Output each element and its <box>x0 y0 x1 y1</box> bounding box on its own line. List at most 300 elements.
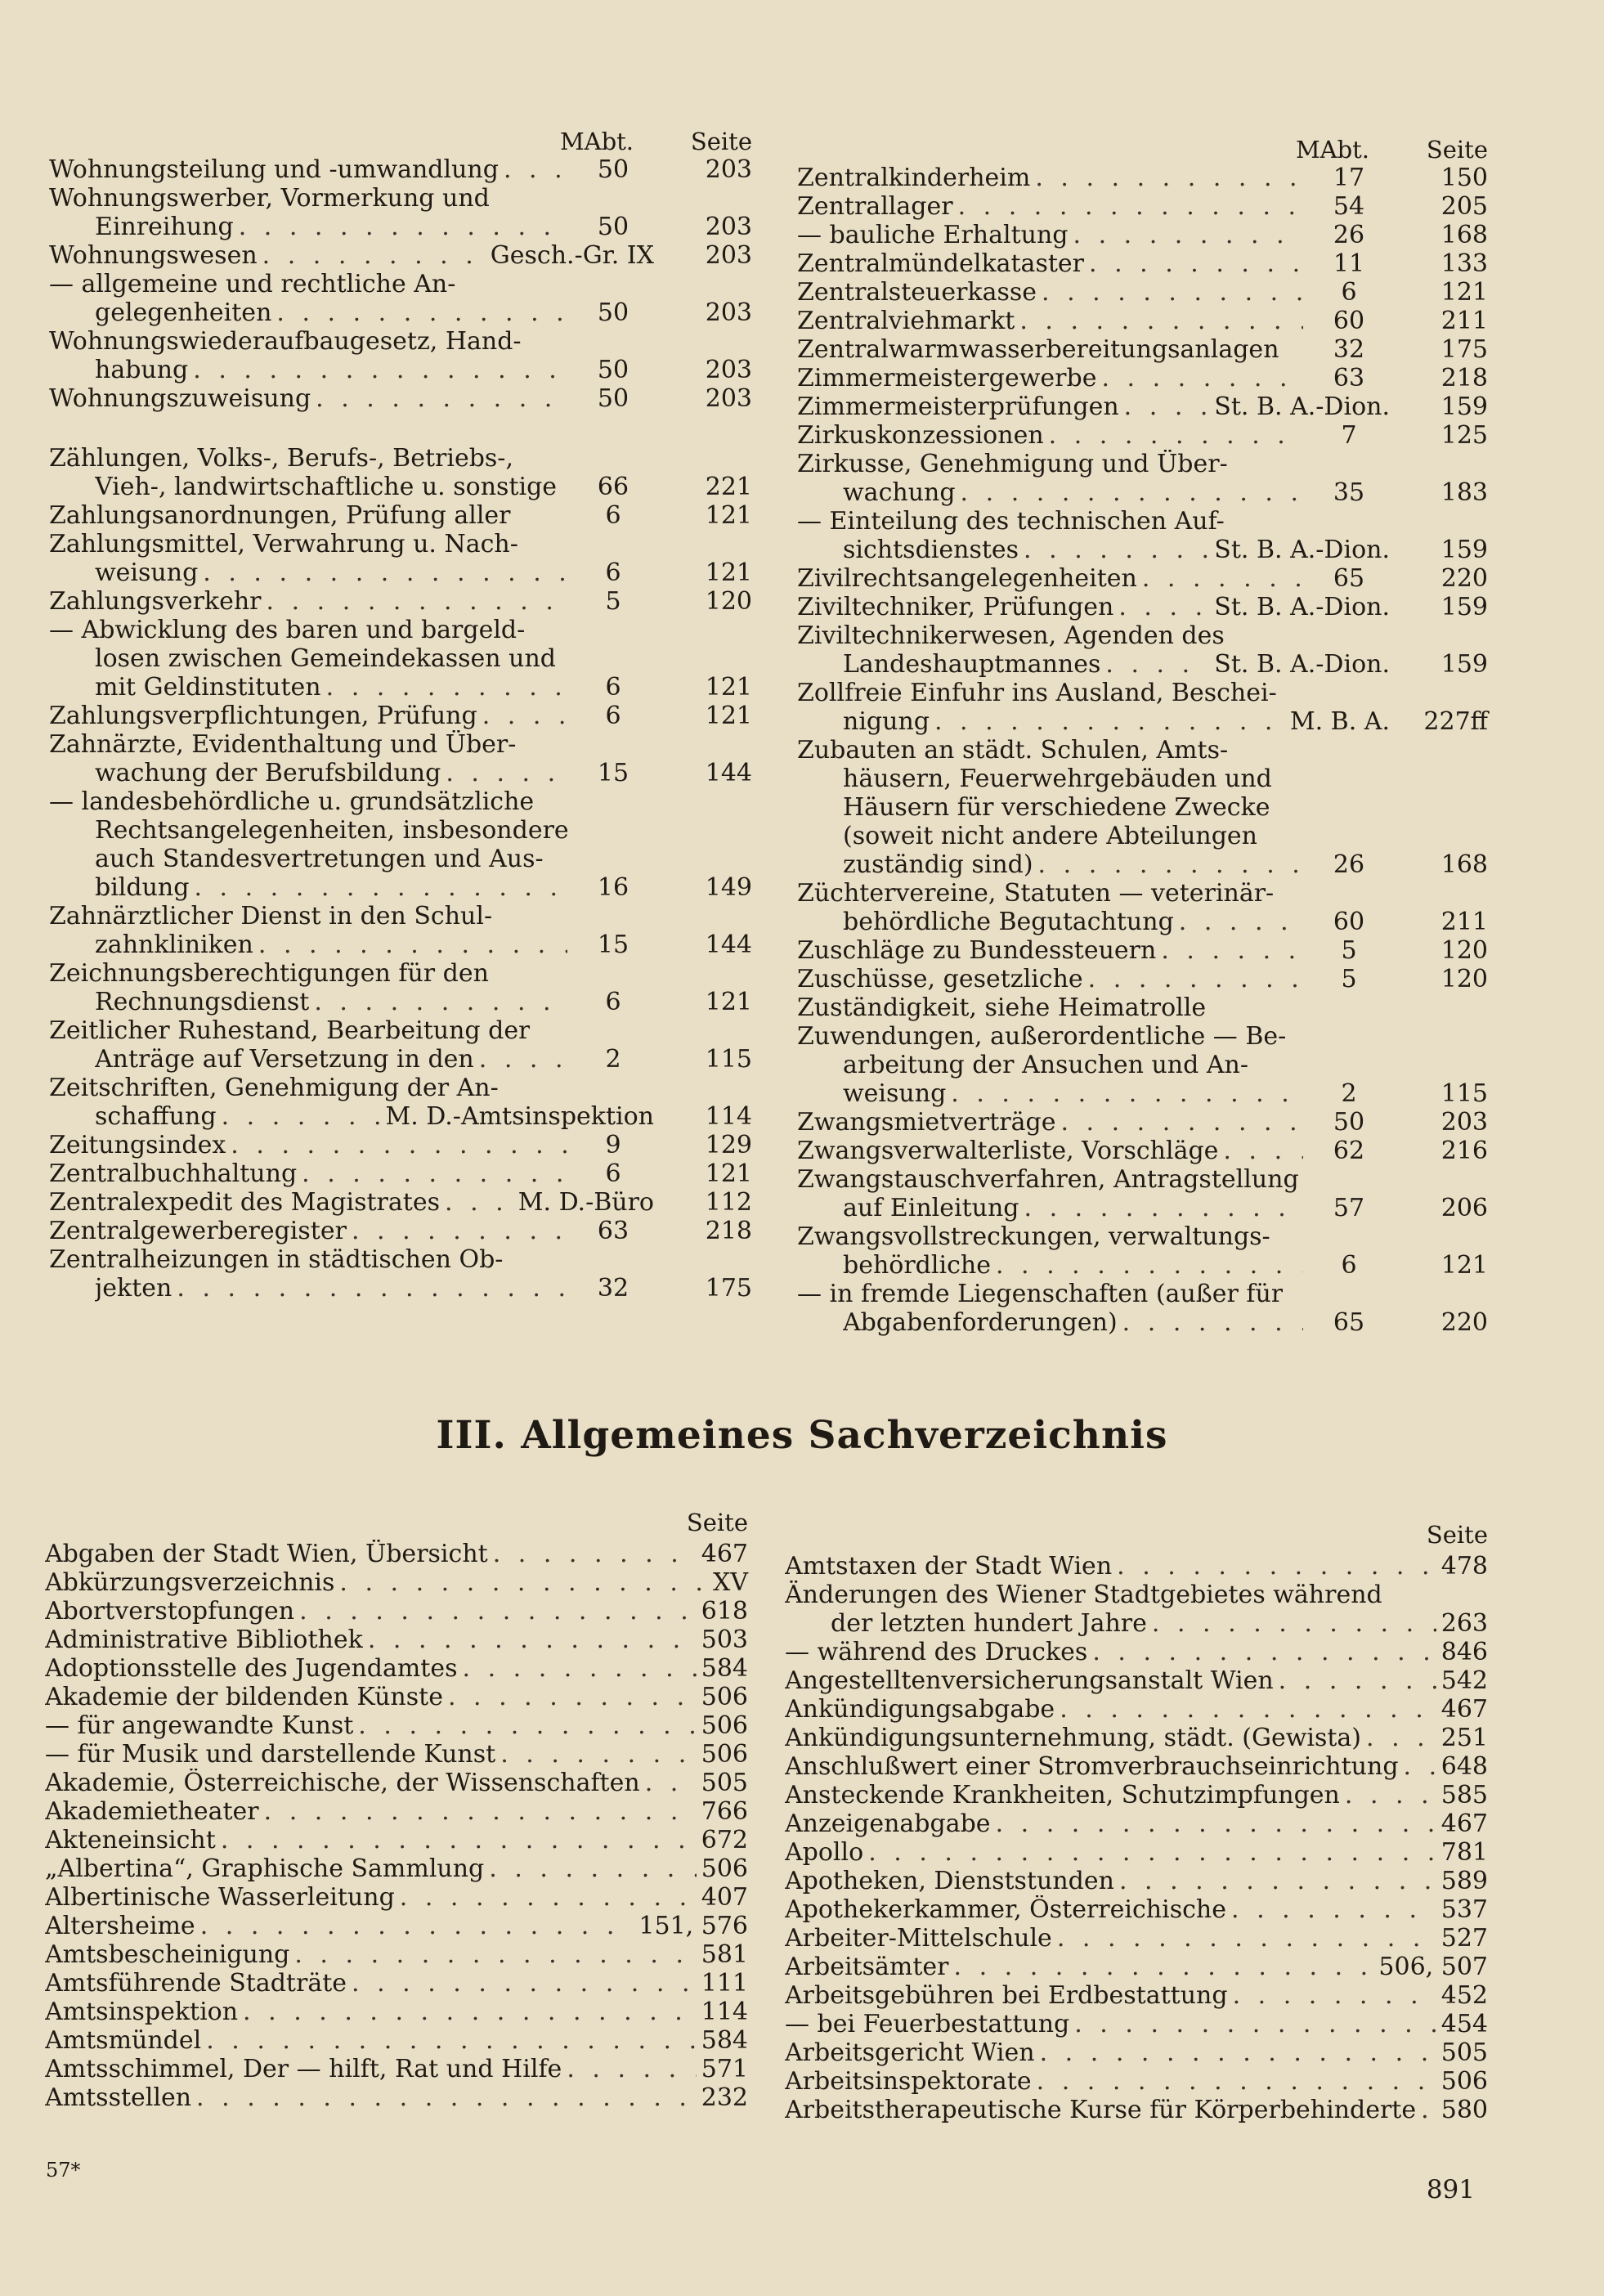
page-ref: 505 <box>701 1769 748 1797</box>
index-entry <box>49 155 752 184</box>
section-title: III. Allgemeines Sachverzeichnis <box>436 1413 1168 1458</box>
entry-text: Akteneinsicht <box>45 1826 216 1854</box>
department-ref: 50 <box>597 213 630 241</box>
entry-text: „Albertina“, Graphische Sammlung <box>45 1854 485 1883</box>
entry-text: Zentralkinderheim <box>797 164 1031 192</box>
entry-text: Ankündigungsunternehmung, städt. (Gewista) <box>785 1724 1362 1752</box>
entry-text: Zwangstauschverfahren, Antragstellung <box>797 1165 1299 1194</box>
index-entry <box>45 1854 748 1883</box>
entry-text: Amtsbescheinigung <box>45 1940 290 1969</box>
entry-text: der letzten hundert Jahre <box>831 1609 1147 1638</box>
department-ref: 50 <box>597 384 630 413</box>
entry-line <box>49 1131 752 1159</box>
entry-text: Zeitschriften, Genehmigung der An- <box>49 1074 499 1102</box>
entry-text: Zahlungsverpflichtungen, Prüfung <box>49 702 477 730</box>
department-ref: St. B. A.-Dion. <box>1214 392 1390 421</box>
index-entry <box>49 1016 752 1074</box>
entry-line <box>785 1781 1488 1809</box>
entry-line <box>49 902 752 931</box>
index-entry <box>797 192 1488 221</box>
page-ref: 120 <box>1440 936 1488 965</box>
department-ref: 5 <box>1341 965 1357 993</box>
entry-text: wachung <box>843 478 956 507</box>
dot-leader <box>1073 221 1304 249</box>
page-ref: 115 <box>1440 1079 1488 1108</box>
index-entry <box>49 616 752 702</box>
entry-line <box>797 450 1488 478</box>
dot-leader <box>276 298 567 327</box>
page-ref: 111 <box>701 1969 748 1998</box>
dot-leader <box>961 478 1303 507</box>
entry-text: wachung der Berufsbildung <box>95 759 441 787</box>
entry-text: — in fremde Liegenschaften (außer für <box>797 1280 1284 1308</box>
entry-text: Angestelltenversicherungsanstalt Wien <box>785 1666 1274 1695</box>
page-ref: 467 <box>1440 1809 1488 1838</box>
dot-leader <box>445 1188 513 1217</box>
dot-leader <box>504 155 567 184</box>
entry-text: — landesbehördliche u. grundsätzliche <box>49 787 535 816</box>
entry-line <box>797 822 1488 850</box>
entry-line <box>45 1683 748 1711</box>
page-ref: 203 <box>705 384 752 413</box>
index-entry <box>797 1108 1488 1137</box>
page-ref: 159 <box>1440 650 1488 679</box>
dot-leader <box>1019 307 1303 335</box>
upper-left-index-column <box>49 123 752 1303</box>
dot-leader <box>479 1045 567 1074</box>
entry-text: Adoptionsstelle des Jugendamtes <box>45 1654 458 1683</box>
entry-text: Zwangsvollstreckungen, verwaltungs- <box>797 1222 1270 1251</box>
entry-text: Zollfreie Einfuhr ins Ausland, Beschei- <box>797 679 1277 707</box>
entry-line <box>49 558 752 587</box>
page-ref: 505 <box>1440 2038 1488 2067</box>
entry-text: Wohnungswerber, Vormerkung und <box>49 184 490 213</box>
entry-text: weisung <box>95 558 199 587</box>
page-ref: 114 <box>705 1102 752 1131</box>
index-entry <box>45 1654 748 1683</box>
department-ref: 11 <box>1333 249 1365 278</box>
index-entry <box>49 702 752 730</box>
entry-text: Rechtsangelegenheiten, insbesondere <box>95 816 569 845</box>
page-ref: 506, 507 <box>1378 1953 1488 1981</box>
department-ref: 65 <box>1333 1308 1365 1337</box>
index-entry <box>45 1740 748 1769</box>
page-ref: 159 <box>1440 593 1488 621</box>
page-ref: 467 <box>701 1540 748 1568</box>
page-ref: 506 <box>701 1740 748 1769</box>
entry-text: Einreihung <box>95 213 234 241</box>
entry-text: Zuschläge zu Bundessteuern <box>797 936 1157 965</box>
entry-line <box>49 356 752 384</box>
entry-line <box>49 384 752 413</box>
entry-line <box>797 1051 1488 1079</box>
dot-leader <box>177 1274 567 1303</box>
entry-line <box>49 730 752 759</box>
page-ref: 648 <box>1440 1752 1488 1781</box>
entry-text: jekten <box>95 1274 172 1303</box>
department-ref: 6 <box>605 988 621 1016</box>
entry-line <box>785 1867 1488 1895</box>
dot-leader <box>222 1102 381 1131</box>
page-ref: 232 <box>701 2083 748 2112</box>
entry-text: Abgabenforderungen) <box>843 1308 1118 1337</box>
dot-leader <box>1179 908 1303 936</box>
dot-leader <box>231 1131 567 1159</box>
dot-leader <box>1040 2038 1436 2067</box>
department-ref: St. B. A.-Dion. <box>1214 536 1390 564</box>
entry-line <box>49 1245 752 1274</box>
entry-text: Anzeigenabgabe <box>785 1809 991 1838</box>
entry-line <box>785 1638 1488 1666</box>
index-entry <box>797 421 1488 450</box>
index-entry <box>45 2083 748 2112</box>
department-ref: 63 <box>597 1217 630 1245</box>
lower-right-index-column <box>785 1521 1488 2124</box>
entry-text: Amtstaxen der Stadt Wien <box>785 1552 1113 1581</box>
index-entry <box>45 1683 748 1711</box>
entry-line <box>49 298 752 327</box>
index-entry <box>45 1597 748 1626</box>
department-ref: 26 <box>1333 850 1365 879</box>
index-entry <box>797 1165 1488 1222</box>
entry-line <box>45 1597 748 1626</box>
dot-leader <box>1122 1308 1303 1337</box>
page-ref: 407 <box>701 1883 748 1912</box>
department-ref: 15 <box>597 931 630 959</box>
dot-leader <box>1088 965 1303 993</box>
entry-line <box>49 155 752 184</box>
dot-leader <box>567 2055 696 2083</box>
entry-line <box>49 473 752 501</box>
index-entry <box>49 959 752 1016</box>
index-entry <box>797 736 1488 879</box>
entry-line <box>785 1924 1488 1953</box>
dot-leader <box>1404 1752 1436 1781</box>
index-entry <box>45 1969 748 1998</box>
index-entry <box>785 1867 1488 1895</box>
entry-line <box>785 1552 1488 1581</box>
page-ref: 251 <box>1440 1724 1488 1752</box>
entry-line <box>45 2055 748 2083</box>
entry-text: — Abwicklung des baren und bargeld- <box>49 616 526 644</box>
dot-leader <box>1117 1552 1436 1581</box>
entry-line <box>797 736 1488 765</box>
index-entry <box>45 1769 748 1797</box>
dot-leader <box>493 1540 697 1568</box>
index-entry <box>49 587 752 616</box>
entry-text: Zentrallager <box>797 192 953 221</box>
dot-leader <box>1118 593 1209 621</box>
dot-leader <box>314 988 567 1016</box>
entry-line <box>785 1895 1488 1924</box>
index-entry <box>49 1074 752 1131</box>
page-ref: 454 <box>1440 2010 1488 2038</box>
entry-text: bildung <box>95 873 190 902</box>
page-ref: 168 <box>1440 850 1488 879</box>
page-ref: 121 <box>705 673 752 702</box>
index-entry <box>45 1711 748 1740</box>
entry-text: Abgaben der Stadt Wien, Übersicht <box>45 1540 488 1568</box>
entry-text: Akademie der bildenden Künste <box>45 1683 443 1711</box>
index-entry <box>785 1981 1488 2010</box>
entry-line <box>797 536 1488 564</box>
entry-line <box>797 936 1488 965</box>
index-entry <box>797 993 1488 1022</box>
header-seite: Seite <box>690 128 752 155</box>
entry-text: Akademietheater <box>45 1797 259 1826</box>
entry-line <box>785 1809 1488 1838</box>
index-entry <box>797 278 1488 307</box>
entry-line <box>797 1194 1488 1222</box>
page-ref: 216 <box>1440 1137 1488 1165</box>
index-entry <box>785 1781 1488 1809</box>
entry-text: Zentralwarmwasserbereitungsanlagen <box>797 335 1279 364</box>
page-ref: 175 <box>1440 335 1488 364</box>
department-ref: 54 <box>1333 192 1365 221</box>
entry-line <box>49 270 752 298</box>
lower-left-index-column <box>45 1509 748 2112</box>
dot-leader <box>1231 1895 1436 1924</box>
department-ref: M. D.-Amtsinspektion <box>385 1102 654 1131</box>
page-ref: 120 <box>1440 965 1488 993</box>
column-header-seite: Seite <box>1426 1521 1488 1549</box>
page-ref: 203 <box>1440 1108 1488 1137</box>
department-ref: 17 <box>1333 164 1365 192</box>
index-entry <box>49 1159 752 1188</box>
page-number: 891 <box>1426 2175 1475 2204</box>
department-ref: 6 <box>605 501 621 530</box>
entry-text: Zimmermeistergewerbe <box>797 364 1097 392</box>
entry-text: Zentralbuchhaltung <box>49 1159 298 1188</box>
entry-line <box>49 845 752 873</box>
entry-line <box>45 1626 748 1654</box>
page-ref: 506 <box>701 1854 748 1883</box>
page-ref: 220 <box>1440 564 1488 593</box>
dot-leader <box>1233 1981 1436 2010</box>
column-header <box>797 131 1488 164</box>
entry-line <box>49 988 752 1016</box>
page-ref: 218 <box>1440 364 1488 392</box>
entry-text: Amtsschimmel, Der — hilft, Rat und Hilfe <box>45 2055 562 2083</box>
dot-leader <box>1049 421 1303 450</box>
page-ref: 159 <box>1440 536 1488 564</box>
entry-line <box>797 793 1488 822</box>
page-ref: 580 <box>1440 2096 1488 2124</box>
department-ref: 2 <box>1341 1079 1357 1108</box>
entry-text: Wohnungswesen <box>49 241 258 270</box>
entry-text: mit Geldinstituten <box>95 673 321 702</box>
entry-text: Zirkuskonzessionen <box>797 421 1044 450</box>
entry-text: — bauliche Erhaltung <box>797 221 1069 249</box>
department-ref: St. B. A.-Dion. <box>1214 593 1390 621</box>
dot-leader <box>1092 1638 1436 1666</box>
entry-line <box>45 1769 748 1797</box>
page-ref: 121 <box>705 1159 752 1188</box>
dot-leader <box>1142 564 1303 593</box>
entry-line <box>797 564 1488 593</box>
page-ref: 168 <box>1440 221 1488 249</box>
entry-line <box>797 1308 1488 1337</box>
entry-line <box>785 2038 1488 2067</box>
index-entry <box>45 1626 748 1654</box>
index-entry <box>797 965 1488 993</box>
page-ref: 203 <box>705 241 752 270</box>
dot-leader <box>1421 2096 1436 2124</box>
entry-text: Zentralgewerberegister <box>49 1217 347 1245</box>
dot-leader <box>446 759 567 787</box>
dot-leader <box>302 1159 567 1188</box>
entry-text: habung <box>95 356 189 384</box>
entry-text: — bei Feuerbestattung <box>785 2010 1070 2038</box>
entry-text: Apollo <box>785 1838 864 1867</box>
index-entry <box>45 1797 748 1826</box>
entry-text: Amtsführende Stadträte <box>45 1969 347 1998</box>
dot-leader <box>1042 278 1303 307</box>
dot-leader <box>196 2083 697 2112</box>
dot-leader <box>1060 1108 1303 1137</box>
department-ref: 6 <box>605 673 621 702</box>
entry-text: weisung <box>843 1079 947 1108</box>
index-entry <box>785 1953 1488 1981</box>
page-ref: 203 <box>705 155 752 184</box>
entry-line <box>797 593 1488 621</box>
department-ref: 2 <box>605 1045 621 1074</box>
entry-line <box>797 1022 1488 1051</box>
index-entry <box>785 1638 1488 1666</box>
index-entry <box>785 1924 1488 1953</box>
page-ref: 129 <box>705 1131 752 1159</box>
page-ref: 115 <box>705 1045 752 1074</box>
entry-line <box>797 1165 1488 1194</box>
entry-line <box>797 221 1488 249</box>
page-ref: 589 <box>1440 1867 1488 1895</box>
entry-line <box>49 959 752 988</box>
entry-line <box>785 1724 1488 1752</box>
index-entry <box>785 2010 1488 2038</box>
entry-line <box>49 530 752 558</box>
dot-leader <box>193 356 567 384</box>
index-entry <box>785 1809 1488 1838</box>
index-entry <box>785 2067 1488 2096</box>
department-ref: 57 <box>1333 1194 1365 1222</box>
index-entry <box>797 364 1488 392</box>
entry-text: Zählungen, Volks-, Berufs-, Betriebs-, <box>49 444 513 473</box>
entry-line <box>49 644 752 673</box>
dot-leader <box>954 1953 1374 1981</box>
dot-leader <box>239 213 567 241</box>
department-ref: 6 <box>605 558 621 587</box>
entry-line <box>785 1838 1488 1867</box>
dot-leader <box>258 931 567 959</box>
page-ref: 121 <box>705 501 752 530</box>
entry-text: — während des Druckes <box>785 1638 1088 1666</box>
entry-text: Altersheime <box>45 1912 195 1940</box>
entry-line <box>797 993 1488 1022</box>
entry-text: Administrative Bibliothek <box>45 1626 363 1654</box>
entry-text: (soweit nicht andere Abteilungen <box>843 822 1257 850</box>
index-entry <box>797 307 1488 335</box>
entry-line <box>49 1074 752 1102</box>
entry-text: Apothekerkammer, Österreichische <box>785 1895 1226 1924</box>
department-ref: 60 <box>1333 307 1365 335</box>
entry-line <box>797 1251 1488 1280</box>
entry-line <box>797 908 1488 936</box>
dot-leader <box>326 673 567 702</box>
page-ref: 144 <box>705 931 752 959</box>
dot-leader <box>1057 1924 1436 1953</box>
entry-text: Arbeitsinspektorate <box>785 2067 1032 2096</box>
upper-right-index-column <box>797 131 1488 1337</box>
entry-line <box>49 184 752 213</box>
entry-line <box>797 364 1488 392</box>
entry-line <box>49 759 752 787</box>
entry-text: Landeshauptmannes <box>843 650 1101 679</box>
dot-leader <box>299 1597 697 1626</box>
entry-line <box>797 765 1488 793</box>
dot-leader <box>1223 1137 1303 1165</box>
dot-leader <box>1101 364 1303 392</box>
entry-line <box>49 213 752 241</box>
page-ref: 121 <box>1440 1251 1488 1280</box>
entry-text: Arbeitsgebühren bei Erdbestattung <box>785 1981 1228 2010</box>
entry-line <box>797 1108 1488 1137</box>
entry-text: Amtsstellen <box>45 2083 192 2112</box>
entry-text: Akademie, Österreichische, der Wissenschaften <box>45 1769 640 1797</box>
index-entry <box>49 241 752 270</box>
entry-line <box>785 1581 1488 1609</box>
entry-text: Amtsinspektion <box>45 1998 239 2026</box>
department-ref: M. B. A. <box>1289 707 1390 736</box>
index-entry <box>49 1217 752 1245</box>
page-ref: 206 <box>1440 1194 1488 1222</box>
page-ref: 133 <box>1440 249 1488 278</box>
entry-text: Zentralheizungen in städtischen Ob- <box>49 1245 504 1274</box>
entry-line <box>49 931 752 959</box>
department-ref: 26 <box>1333 221 1365 249</box>
entry-line <box>785 1666 1488 1695</box>
department-ref: St. B. A.-Dion. <box>1214 650 1390 679</box>
index-entry <box>797 1280 1488 1337</box>
index-entry <box>785 1666 1488 1695</box>
index-entry <box>797 1222 1488 1280</box>
entry-text: Wohnungszuweisung <box>49 384 311 413</box>
dot-leader <box>482 702 567 730</box>
department-ref: 6 <box>1341 278 1357 307</box>
entry-line <box>45 2083 748 2112</box>
department-ref: 50 <box>597 298 630 327</box>
entry-line <box>49 787 752 816</box>
department-ref: 62 <box>1333 1137 1365 1165</box>
entry-text: — Einteilung des technischen Auf- <box>797 507 1225 536</box>
index-entry <box>785 1552 1488 1581</box>
dot-leader <box>1074 2010 1436 2038</box>
index-entry <box>45 1540 748 1568</box>
entry-line <box>49 816 752 845</box>
entry-line <box>797 679 1488 707</box>
page-ref: 205 <box>1440 192 1488 221</box>
entry-line <box>45 1998 748 2026</box>
department-ref: 60 <box>1333 908 1365 936</box>
entry-line <box>45 1883 748 1912</box>
entry-line <box>45 1797 748 1826</box>
dot-leader <box>1024 1194 1303 1222</box>
entry-line <box>45 1568 748 1597</box>
department-ref: 66 <box>597 473 630 501</box>
entry-text: Ziviltechniker, Prüfungen <box>797 593 1114 621</box>
index-entry <box>45 2026 748 2055</box>
index-entry <box>797 879 1488 936</box>
entry-line <box>49 873 752 902</box>
